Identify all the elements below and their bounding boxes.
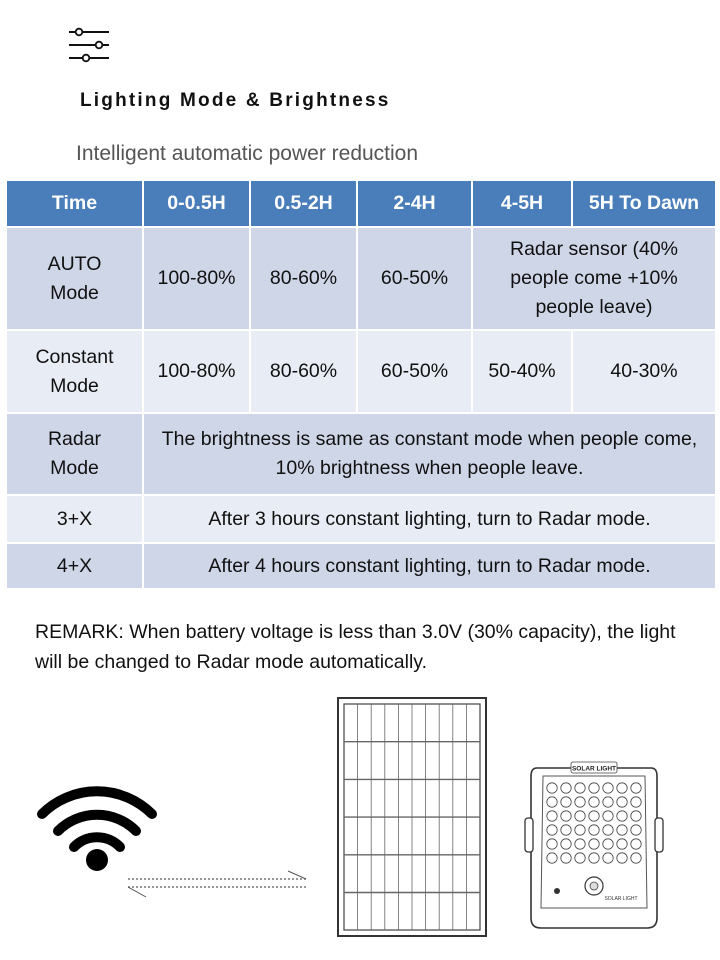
auto-radar-sensor: Radar sensor (40% people come +10% people leave) (472, 227, 716, 330)
table-row-radar (6, 413, 716, 495)
4x-description: After 4 hours constant lighting, turn to Radar mode. (143, 543, 716, 589)
constant-value-3: 60-50% (357, 330, 472, 413)
auto-value-3: 60-50% (357, 227, 472, 330)
constant-mode-label: Constant Mode (6, 330, 143, 413)
lamp-label-top: SOLAR LIGHT (571, 765, 617, 773)
3x-mode-label: 3+X (6, 495, 143, 543)
page-subtitle: Intelligent automatic power reduction (76, 142, 419, 165)
mode-table (5, 179, 717, 590)
constant-value-2: 80-60% (250, 330, 357, 413)
table-row-4x (6, 543, 716, 589)
page-title: Lighting Mode & Brightness (80, 90, 391, 111)
auto-value-2: 80-60% (250, 227, 357, 330)
3x-description: After 3 hours constant lighting, turn to Radar mode. (143, 495, 716, 543)
table-header-row (6, 180, 716, 227)
auto-value-1: 100-80% (143, 227, 250, 330)
4x-mode-label: 4+X (6, 543, 143, 589)
header-0-0.5h: 0-0.5H (143, 180, 250, 227)
wifi-icon (34, 775, 160, 873)
constant-value-5: 40-30% (572, 330, 716, 413)
radar-mode-label: Radar Mode (6, 413, 143, 495)
constant-value-4: 50-40% (472, 330, 572, 413)
radar-mode-description: The brightness is same as constant mode when people come, 10% brightness when people leave. (143, 413, 716, 495)
lamp-label-bottom: SOLAR LIGHT (604, 896, 638, 902)
constant-value-1: 100-80% (143, 330, 250, 413)
solar-flood-light-image (523, 758, 665, 933)
header-2-4h: 2-4H (357, 180, 472, 227)
table-row-3x (6, 495, 716, 543)
header-4-5h: 4-5H (472, 180, 572, 227)
table-row-auto (6, 227, 716, 330)
sliders-icon (68, 24, 110, 66)
header-time: Time (6, 180, 143, 227)
header-5h-to-dawn: 5H To Dawn (572, 180, 716, 227)
table-row-constant (6, 330, 716, 413)
auto-mode-label: AUTO Mode (6, 227, 143, 330)
remark-text: REMARK: When battery voltage is less than 3.0V (30% capacity), the light will be changed to Radar mode automatically. (35, 621, 676, 673)
solar-panel-image (336, 696, 488, 938)
connection-arrows (122, 866, 312, 906)
header-0.5-2h: 0.5-2H (250, 180, 357, 227)
